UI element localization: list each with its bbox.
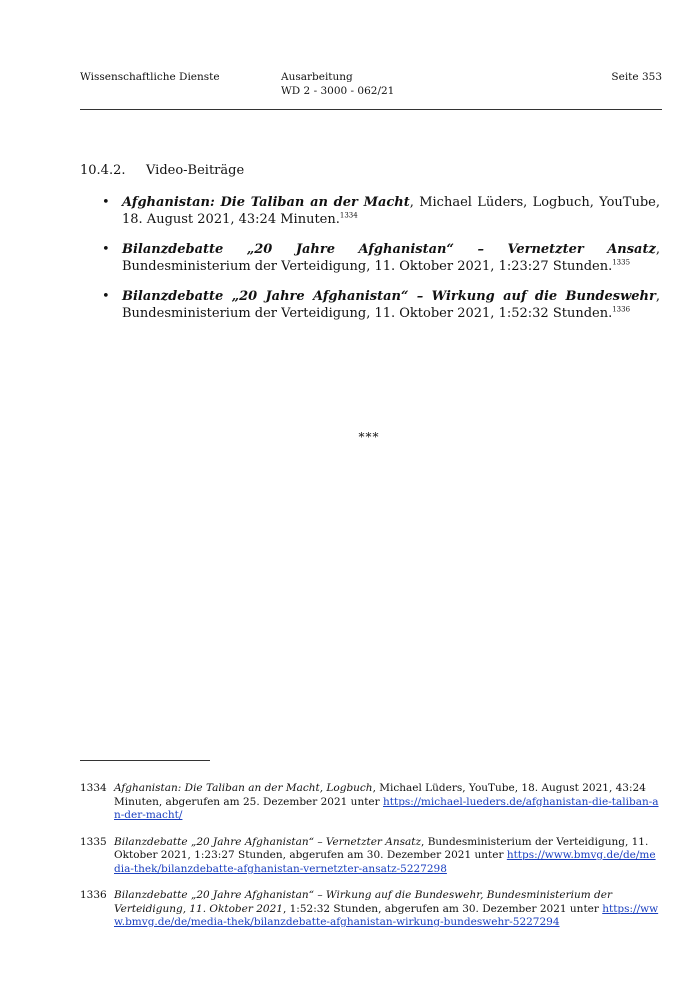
item-text: , Michael Lüders, Logbuch, YouTube, 18. August 2021, 43:24 Minuten.	[122, 195, 660, 227]
item-title: Bilanzdebatte „20 Jahre Afghanistan“ – Wirkung auf die Bundeswehr	[122, 289, 656, 304]
footnote-ref[interactable]: 1335	[612, 258, 631, 267]
footnote-text: , 1:52:32 Stunden, abgerufen am 30. Dezember 2021 unter	[282, 902, 603, 915]
header-page-number: Seite 353	[611, 71, 662, 83]
footnote	[80, 836, 660, 877]
list-item	[80, 288, 660, 322]
footnote-title: Afghanistan: Die Taliban an der Macht, Logbuch	[114, 782, 373, 794]
footnote-divider	[80, 760, 210, 761]
header-divider	[80, 109, 662, 110]
section-title: Video-Beiträge	[146, 163, 245, 178]
section-separator: ***	[358, 430, 380, 444]
footnote	[80, 782, 660, 823]
footnote-title: Bilanzdebatte „20 Jahre Afghanistan“ – Vernetzter Ansatz	[114, 835, 422, 848]
item-text: , Bundesministerium der Verteidigung, 11. Oktober 2021, 1:52:32 Stunden.	[122, 289, 660, 321]
footnote-link[interactable]: https://michael-lueders.de/afghanistan-die-taliban-an-der-macht/	[114, 795, 659, 821]
bullet-icon: •	[102, 195, 110, 210]
item-title: Bilanzdebatte „20 Jahre Afghanistan“ – Vernetzter Ansatz	[122, 242, 656, 257]
footnote-number: 1335	[80, 835, 107, 848]
footnote-ref[interactable]: 1336	[612, 305, 631, 314]
header-doc-id: WD 2 - 3000 - 062/21	[281, 85, 395, 97]
footnote-link[interactable]: https://www.bmvg.de/de/media-thek/bilanzdebatte-afghanistan-vernetzter-ansatz-5227298	[114, 849, 656, 875]
section-heading	[80, 163, 660, 178]
item-title: Afghanistan: Die Taliban an der Macht	[122, 195, 410, 210]
footnote-title: Bilanzdebatte „20 Jahre Afghanistan“ – Wirkung auf die Bundeswehr, Bundesministerium der Verteidigung, 11. Oktober 2021	[114, 889, 612, 915]
footnote-text: , Michael Lüders, YouTube, 18. August 2021, 43:24 Minuten, abgerufen am 25. Dezember 2021 unter	[114, 782, 646, 808]
list-item	[80, 241, 660, 275]
footnote-number: 1336	[80, 889, 107, 901]
footnotes	[80, 782, 660, 943]
header-doc-info	[281, 70, 394, 98]
video-list	[80, 194, 660, 335]
bullet-icon: •	[102, 289, 110, 304]
item-text: , Bundesministerium der Verteidigung, 11. Oktober 2021, 1:23:27 Stunden.	[122, 242, 660, 274]
list-item	[80, 194, 660, 228]
bullet-icon: •	[102, 242, 110, 257]
footnote-text: , Bundesministerium der Verteidigung, 11. Oktober 2021, 1:23:27 Stunden, abgerufen am 30. Dezember 2021 unter	[114, 835, 649, 861]
footnote-number: 1334	[80, 782, 107, 794]
section-number: 10.4.2.	[80, 163, 126, 178]
footnote	[80, 889, 660, 930]
header-doc-type: Ausarbeitung	[281, 71, 353, 83]
page-header	[80, 70, 662, 104]
header-org: Wissenschaftliche Dienste	[80, 71, 220, 83]
footnote-ref[interactable]: 1334	[339, 211, 358, 220]
footnote-link[interactable]: https://www.bmvg.de/de/media-thek/bilanzdebatte-afghanistan-wirkung-bundeswehr-5227294	[114, 902, 659, 928]
